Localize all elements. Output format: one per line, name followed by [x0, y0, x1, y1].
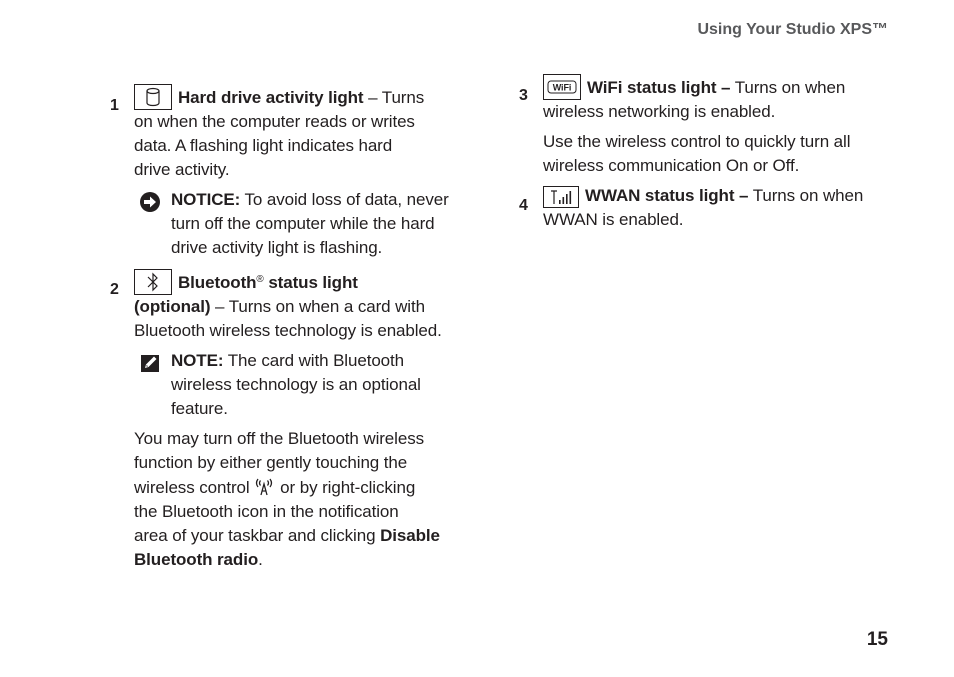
item-number: 2 [110, 281, 119, 298]
bluetooth-instructions: You may turn off the Bluetooth wireless function by either gently touching the wireless control or by right-clicking the Bluetooth icon in the notification area of your taskbar and clicking Disable Bluetooth radio. [134, 429, 440, 569]
wwan-icon [543, 186, 579, 208]
item-number: 4 [519, 197, 528, 214]
item-number: 1 [110, 97, 119, 114]
note-label: NOTE: [171, 351, 224, 370]
running-header: Using Your Studio XPS™ [697, 21, 888, 38]
item-bluetooth-light: 2 Bluetooth® status light (optional) – Turns on when a card with Bluetooth wireless technology is enabled. NOTE: The card with Bluetooth wireless technology is an optional feature. You may turn off the Bluetooth wireless function by either gently touching the wireless control or by right-clicking the Bluetooth icon in the notification area of your taskbar and clicking Disable Bluetooth radio. [110, 268, 470, 572]
notice-arrow-icon [139, 191, 161, 213]
pencil-note-icon [139, 352, 161, 374]
wireless-control-icon [254, 475, 274, 497]
left-column [110, 84, 470, 572]
wifi-icon [543, 74, 581, 100]
note-box: NOTE: The card with Bluetooth wireless technology is an optional feature. [134, 349, 470, 421]
notice-box: NOTICE: To avoid loss of data, never turn off the computer while the hard drive activity light is flashing. [134, 188, 470, 260]
item-title: WiFi status light – [587, 78, 731, 97]
item-wifi-light: 3 WiFi WiFi status light – Turns on when wireless networking is enabled. Use the wireless control to quickly turn all wireless communication On or Off. [519, 74, 889, 178]
item-title: Hard drive activity light [178, 88, 364, 107]
page-number: 15 [866, 629, 888, 650]
hard-drive-icon [134, 84, 172, 110]
bluetooth-icon [134, 269, 172, 295]
item-wwan-light: 4 WWAN status light – Turns on when WWAN is enabled. [519, 186, 864, 229]
item-body: on when the computer reads or writes data. A flashing light indicates hard drive activity. [134, 112, 415, 179]
svg-text:WiFi: WiFi [552, 82, 572, 93]
notice-label: NOTICE: [171, 190, 241, 209]
item-title: WWAN status light – [585, 186, 749, 205]
item-hard-drive-light: 1 Hard drive activity light – Turns on when the computer reads or writes data. A flashing light indicates hard drive activity. NOTICE: To avoid loss of data, never turn off the computer while the hard drive activity light is flashing. [110, 84, 470, 260]
item-number: 3 [519, 87, 528, 104]
right-column [519, 74, 889, 232]
